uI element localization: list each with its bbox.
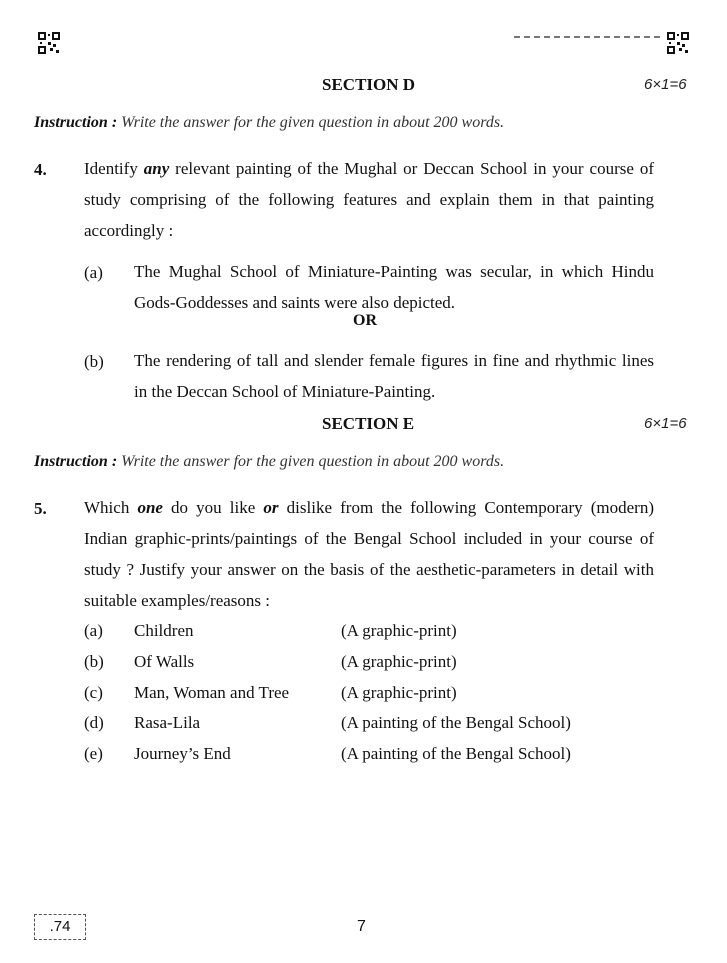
- q5-emphasis-or: or: [263, 498, 279, 517]
- item-label: (d): [84, 713, 104, 732]
- q5-emphasis-one: one: [137, 498, 163, 517]
- q4-option-b-label: (b): [84, 352, 104, 371]
- item-label: (b): [84, 652, 104, 671]
- header-dashed-rule: [514, 36, 660, 38]
- item-title: Journey’s End: [134, 744, 231, 763]
- instruction-label: Instruction :: [34, 114, 118, 131]
- q4-option-a-label: (a): [84, 263, 103, 282]
- question-4-number: 4.: [34, 160, 47, 179]
- section-d-marks: 6×1=6: [644, 76, 687, 93]
- question-5-text: [84, 492, 654, 616]
- qr-code-icon-right: [667, 32, 689, 54]
- q4-text-after: relevant painting of the Mughal or Deccan School in your course of study comprising of the following features and explain them in that painting accordingly :: [84, 159, 654, 240]
- q5-text-3: dislike from the following Contemporary (modern) Indian graphic-prints/paintings of the Bengal School included in your course of study ? Justify your answer on the basis of the aesthetic-parameters in detail with suitable examples/reasons :: [84, 498, 654, 610]
- item-label: (a): [84, 621, 103, 640]
- item-title: Of Walls: [134, 652, 195, 671]
- section-e-instruction: [34, 453, 504, 471]
- instruction-text: Write the answer for the given question in about 200 words.: [117, 453, 505, 470]
- q5-text-1: Which: [84, 498, 138, 517]
- q4-text-before: Identify: [84, 159, 144, 178]
- item-type: (A painting of the Bengal School): [341, 744, 571, 763]
- question-4-text: [84, 153, 654, 246]
- item-type: (A graphic-print): [341, 621, 457, 640]
- instruction-label: Instruction :: [34, 453, 118, 470]
- page-number: 7: [357, 918, 366, 935]
- item-label: (c): [84, 683, 103, 702]
- or-divider: OR: [353, 312, 377, 329]
- q4-emphasis: any: [143, 159, 170, 178]
- item-title: Rasa-Lila: [134, 713, 201, 732]
- question-5-number: 5.: [34, 499, 47, 518]
- section-d-title: SECTION D: [322, 75, 416, 94]
- item-title: Children: [134, 621, 194, 640]
- paper-code-box: .74: [34, 914, 86, 940]
- item-type: (A painting of the Bengal School): [341, 713, 571, 732]
- section-e-title: SECTION E: [322, 414, 415, 433]
- instruction-text: Write the answer for the given question in about 200 words.: [117, 114, 505, 131]
- item-type: (A graphic-print): [341, 683, 457, 702]
- item-title: Man, Woman and Tree: [134, 683, 290, 702]
- item-label: (e): [84, 744, 103, 763]
- item-type: (A graphic-print): [341, 652, 457, 671]
- qr-code-icon-left: [38, 32, 60, 54]
- q5-text-2: do you like: [162, 498, 264, 517]
- section-e-marks: 6×1=6: [644, 415, 687, 432]
- q4-option-b-text: The rendering of tall and slender female figures in fine and rhythmic lines in the Deccan School of Miniature-Painting.: [134, 351, 654, 401]
- section-d-instruction: [34, 114, 504, 132]
- q4-option-a-text: The Mughal School of Miniature-Painting was secular, in which Hindu Gods-Goddesses and saints were also depicted.: [134, 262, 654, 312]
